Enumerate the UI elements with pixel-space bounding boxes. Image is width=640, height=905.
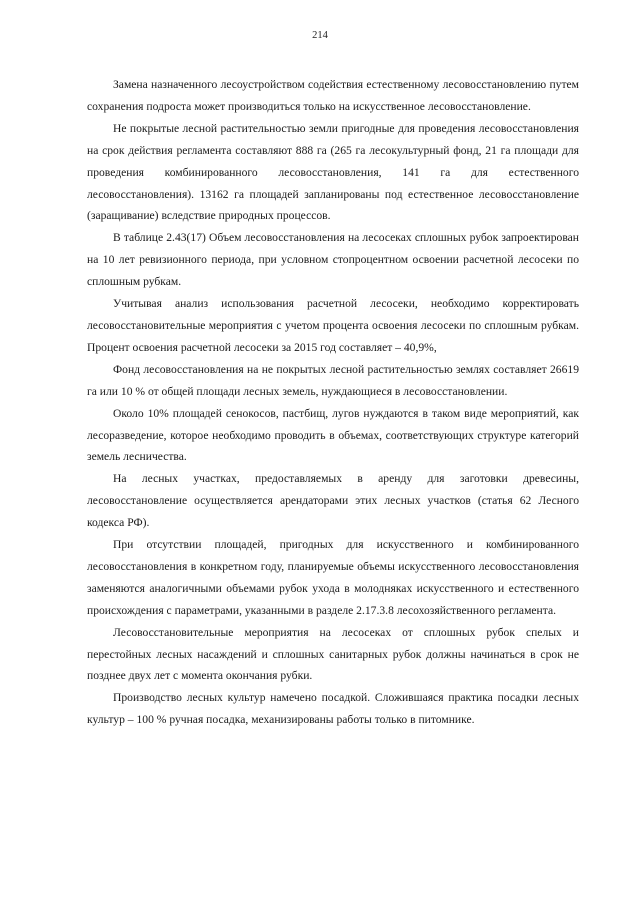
paragraph-4: Учитывая анализ использования расчетной лесосеки, необходимо корректировать лесовосстановительные мероприятия с учетом процента освоения лесосеки по сплошным рубкам. Процент освоения расчетной лесосеки за 2015 год составляет – 40,9%, xyxy=(87,297,579,354)
page-number: 214 xyxy=(312,30,328,41)
paragraph-8: При отсутствии площадей, пригодных для искусственного и комбинированного лесовосстановления в конкретном году, планируемые объемы искусственного лесовосстановления заменяются аналогичными объемами рубок ухода в молодняках искусственного и естественного происхождения с параметрами, указанными в разделе 2.17.3.8 лесохозяйственного регламента. xyxy=(87,538,579,617)
paragraph-5: Фонд лесовосстановления на не покрытых лесной растительностью землях составляет 26619 га или 10 % от общей площади лесных земель, нуждающиеся в лесовосстановлении. xyxy=(87,362,579,398)
paragraph-3: В таблице 2.43(17) Объем лесовосстановления на лесосеках сплошных рубок запроектирован на 10 лет ревизионного периода, при условном стопроцентном освоении расчетной лесосеки по сплошным рубкам. xyxy=(87,231,579,289)
paragraph-10: Производство лесных культур намечено посадкой. Сложившаяся практика посадки лесных культур – 100 % ручная посадка, механизированы работы только в питомнике. xyxy=(87,691,579,727)
paragraph-7: На лесных участках, предоставляемых в аренду для заготовки древесины, лесовосстановление осуществляется арендаторами этих лесных участков (статья 62 Лесного кодекса РФ). xyxy=(87,472,579,530)
paragraph-2: Не покрытые лесной растительностью земли пригодные для проведения лесовосстановления на срок действия регламента составляют 888 га (265 га лесокультурный фонд, 21 га площади для проведения комбинированного лесовосстановления, 141 га для естественного лесовосстановления). 13162 га площадей запланированы под естественное лесовосстановление (заращивание) вследствие природных процессов. xyxy=(87,121,579,223)
paragraph-6: Около 10% площадей сенокосов, пастбищ, лугов нуждаются в таком виде мероприятий, как лесоразведение, которое необходимо проводить в объемах, соответствующих структуре категорий земель лесничества. xyxy=(87,406,579,464)
document-body xyxy=(87,74,579,731)
paragraph-9: Лесовосстановительные мероприятия на лесосеках от сплошных рубок спелых и перестойных лесных насаждений и сплошных санитарных рубок должны начинаться в срок не позднее двух лет с момента окончания рубки. xyxy=(87,625,579,683)
paragraph-1: Замена назначенного лесоустройством содействия естественному лесовосстановлению путем сохранения подроста может производиться только на искусственное лесовосстановление. xyxy=(87,78,579,113)
